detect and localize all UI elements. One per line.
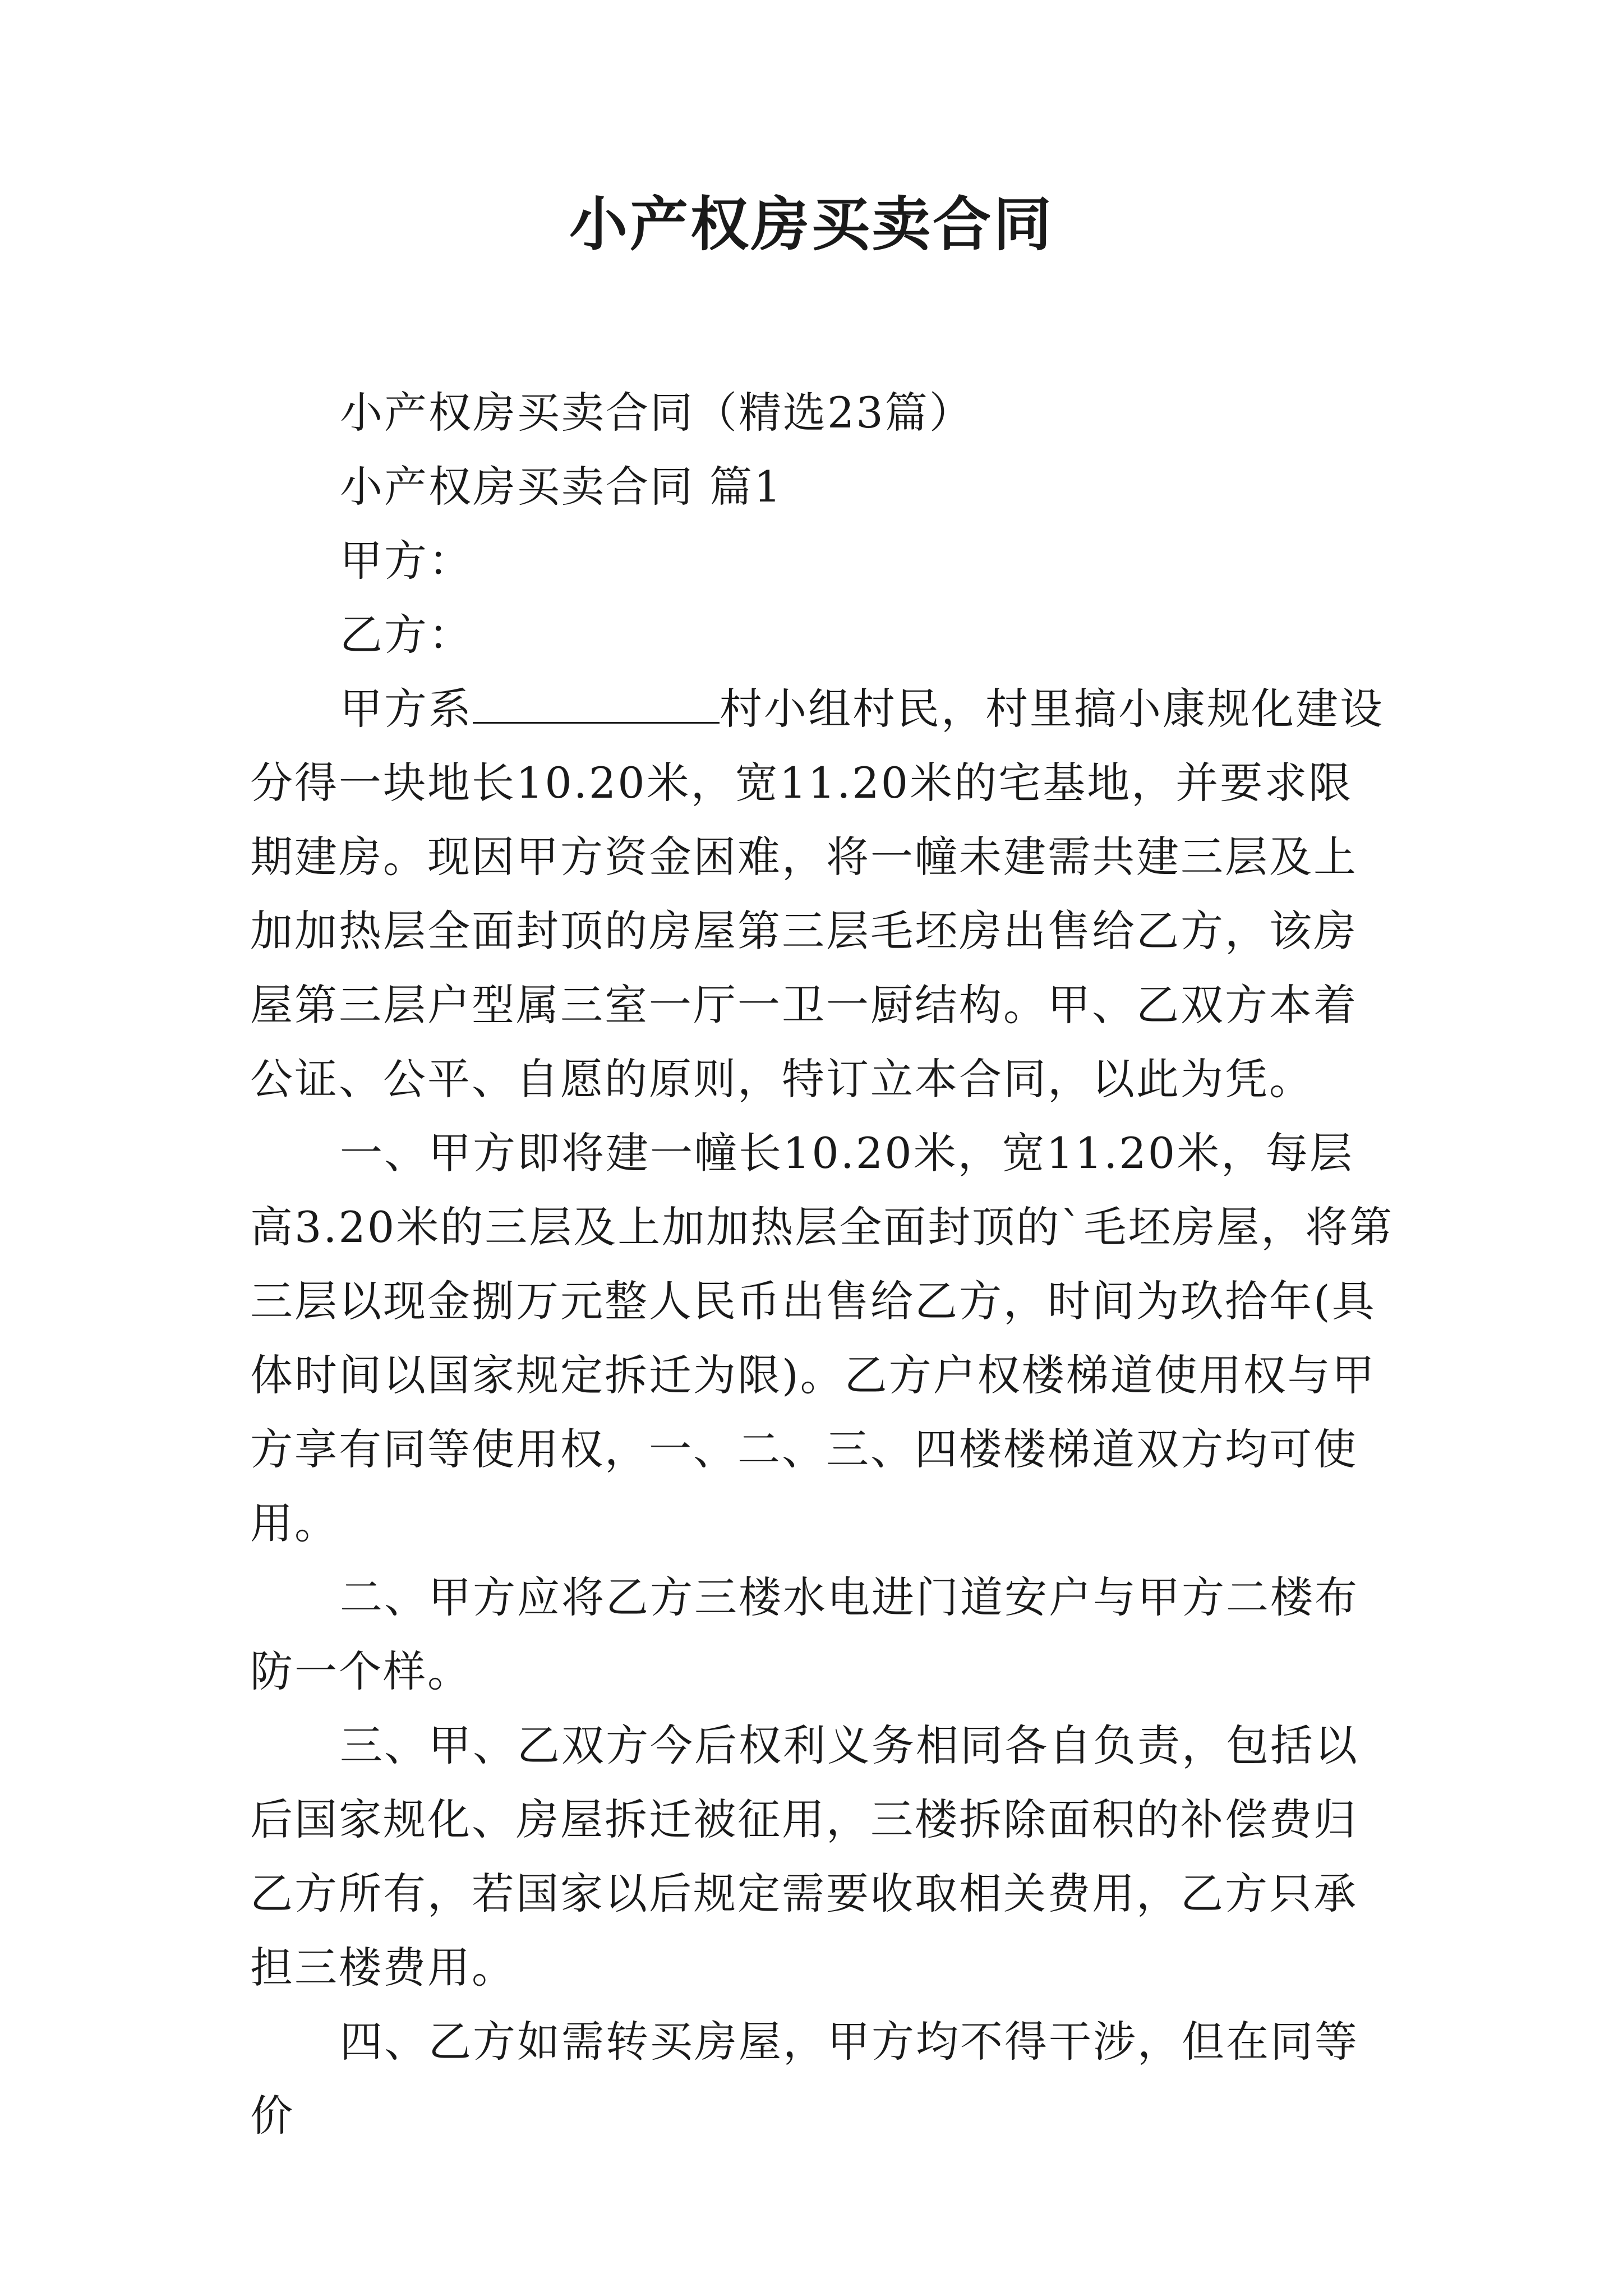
- clause-2: 二、甲方应将乙方三楼水电进门道安户与甲方二楼布防一个样。: [250, 1572, 1359, 1696]
- document-body: [250, 376, 1394, 2153]
- intro-before-blank: 甲方系: [340, 684, 473, 734]
- section-heading: 小产权房买卖合同 篇1: [340, 462, 783, 512]
- clause-1: 一、甲方即将建一幢长10.20米，宽11.20米，每层高3.20米的三层及上加加热层全面封顶的`毛坯房屋，将第三层以现金捌万元整人民币出售给乙方，时间为玖拾年(具体时间以国家规定拆迁为限)。乙方户权楼梯道使用权与甲方享有同等使用权，一、二、三、四楼楼梯道双方均可使用。: [250, 1128, 1394, 1548]
- party-b-label: 乙方：: [340, 610, 473, 660]
- fill-in-blank: [473, 683, 720, 724]
- party-a-label: 甲方：: [340, 536, 473, 586]
- subtitle: 小产权房买卖合同（精选23篇）: [340, 388, 974, 438]
- clause-4: 四、乙方如需转买房屋，甲方均不得干涉，但在同等价: [250, 2017, 1359, 2141]
- document-title: 小产权房买卖合同: [569, 190, 1054, 259]
- intro-paragraph: [250, 672, 1394, 1116]
- intro-after-blank: 村小组村民，村里搞小康规化建设分得一块地长10.20米，宽11.20米的宅基地，并要求限期建房。现因甲方资金困难，将一幢未建需共建三层及上加加热层全面封顶的房屋第三层毛坯房出售给乙方，该房屋第三层户型属三室一厅一卫一厨结构。甲、乙双方本着公证、公平、自愿的原则，特订立本合同，以此为凭。: [250, 684, 1384, 1104]
- clause-3: 三、甲、乙双方今后权利义务相同各自负责，包括以后国家规化、房屋拆迁被征用，三楼拆除面积的补偿费归乙方所有，若国家以后规定需要收取相关费用，乙方只承担三楼费用。: [250, 1720, 1359, 1993]
